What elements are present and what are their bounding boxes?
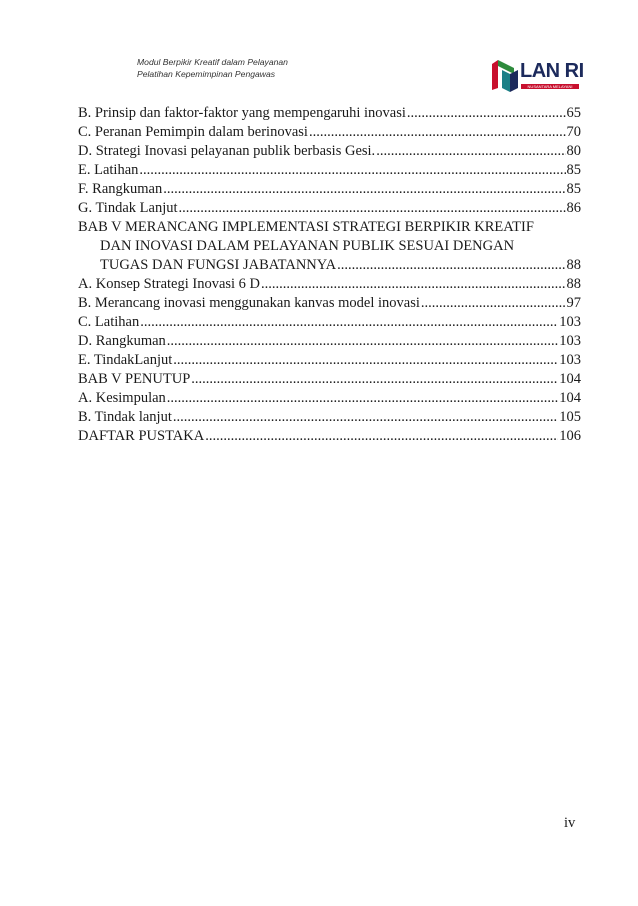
toc-dot-leader xyxy=(163,180,565,199)
toc-page-number: 80 xyxy=(566,143,581,159)
toc-page-number: 103 xyxy=(559,333,581,349)
toc-entry-text: E. Latihan xyxy=(78,162,139,178)
toc-entry[interactable] xyxy=(78,161,581,180)
lan-ri-logo-mark-icon xyxy=(490,58,520,92)
toc-entry[interactable] xyxy=(78,123,581,142)
toc-dot-leader xyxy=(309,123,566,142)
toc-entry-text: D. Strategi Inovasi pelayanan publik berbasis Gesi. xyxy=(78,143,376,159)
toc-entry-text: A. Konsep Strategi Inovasi 6 D xyxy=(78,276,261,292)
toc-page-number: 103 xyxy=(559,314,581,330)
toc-dot-leader xyxy=(173,351,558,370)
toc-page-number: 106 xyxy=(559,428,581,444)
toc-dot-leader xyxy=(205,427,558,446)
toc-dot-leader xyxy=(407,104,566,123)
toc-page-number: 70 xyxy=(566,124,581,140)
toc-entry[interactable] xyxy=(78,180,581,199)
page-number: iv xyxy=(564,815,576,831)
toc-page-number: 104 xyxy=(559,390,581,406)
running-header xyxy=(137,56,397,80)
toc-dot-leader xyxy=(179,199,566,218)
toc-entry[interactable] xyxy=(78,313,581,332)
toc-entry-text: TUGAS DAN FUNGSI JABATANNYA xyxy=(100,257,337,273)
toc-page-number: 103 xyxy=(559,352,581,368)
toc-page-number: 65 xyxy=(566,105,581,121)
toc-page-number: 85 xyxy=(566,181,581,197)
toc-dot-leader xyxy=(261,275,565,294)
toc-entry[interactable] xyxy=(78,104,581,123)
toc-page-number: 88 xyxy=(566,276,581,292)
toc-dot-leader xyxy=(337,256,565,275)
toc-entry-line: BAB V MERANCANG IMPLEMENTASI STRATEGI BERPIKIR KREATIF xyxy=(78,219,534,235)
toc-dot-leader xyxy=(167,332,558,351)
toc-entry-text: C. Latihan xyxy=(78,314,140,330)
toc-dot-leader xyxy=(173,408,558,427)
toc-page-number: 105 xyxy=(559,409,581,425)
toc-entry[interactable] xyxy=(78,142,581,161)
toc-entry[interactable] xyxy=(78,427,581,446)
toc-entry-text: DAFTAR PUSTAKA xyxy=(78,428,205,444)
toc-entry-text: D. Rangkuman xyxy=(78,333,166,349)
toc-entry-text: C. Peranan Pemimpin dalam berinovasi xyxy=(78,124,308,140)
toc-entry-text: B. Prinsip dan faktor-faktor yang mempengaruhi inovasi xyxy=(78,105,406,121)
lan-ri-logo xyxy=(490,58,590,94)
toc-dot-leader xyxy=(167,389,558,408)
toc-page-number: 104 xyxy=(559,371,581,387)
toc-entry-text: BAB V PENUTUP xyxy=(78,371,191,387)
toc-page-number: 88 xyxy=(566,257,581,273)
toc-page-number: 86 xyxy=(566,200,581,216)
toc-entry[interactable] xyxy=(78,389,581,408)
toc-dot-leader xyxy=(421,294,566,313)
toc-entry[interactable] xyxy=(78,370,581,389)
toc-entry-line: DAN INOVASI DALAM PELAYANAN PUBLIK SESUAI DENGAN xyxy=(100,238,515,254)
toc-entry[interactable] xyxy=(78,408,581,427)
header-line-training: Pelatihan Kepemimpinan Pengawas xyxy=(137,69,276,79)
toc-dot-leader xyxy=(140,313,558,332)
toc-entry[interactable] xyxy=(78,351,581,370)
toc-entry-text: G. Tindak Lanjut xyxy=(78,200,178,216)
logo-text: LAN RI xyxy=(520,60,584,82)
table-of-contents xyxy=(78,104,581,446)
toc-page-number: 97 xyxy=(566,295,581,311)
toc-dot-leader xyxy=(376,142,565,161)
toc-entry[interactable] xyxy=(78,275,581,294)
toc-entry[interactable] xyxy=(78,199,581,218)
toc-entry[interactable] xyxy=(78,294,581,313)
toc-dot-leader xyxy=(191,370,558,389)
toc-entry-text: B. Tindak lanjut xyxy=(78,409,172,425)
toc-entry-text: F. Rangkuman xyxy=(78,181,163,197)
toc-entry-bab-v[interactable] xyxy=(78,218,581,275)
header-line-module: Modul Berpikir Kreatif dalam Pelayanan xyxy=(137,57,288,67)
logo-subtext: NUSANTARA MELAYANI xyxy=(521,84,579,89)
toc-entry[interactable] xyxy=(78,332,581,351)
toc-entry-text: E. TindakLanjut xyxy=(78,352,173,368)
toc-entry-text: B. Merancang inovasi menggunakan kanvas model inovasi xyxy=(78,295,420,311)
toc-entry-text: A. Kesimpulan xyxy=(78,390,166,406)
toc-page-number: 85 xyxy=(566,162,581,178)
toc-dot-leader xyxy=(139,161,565,180)
